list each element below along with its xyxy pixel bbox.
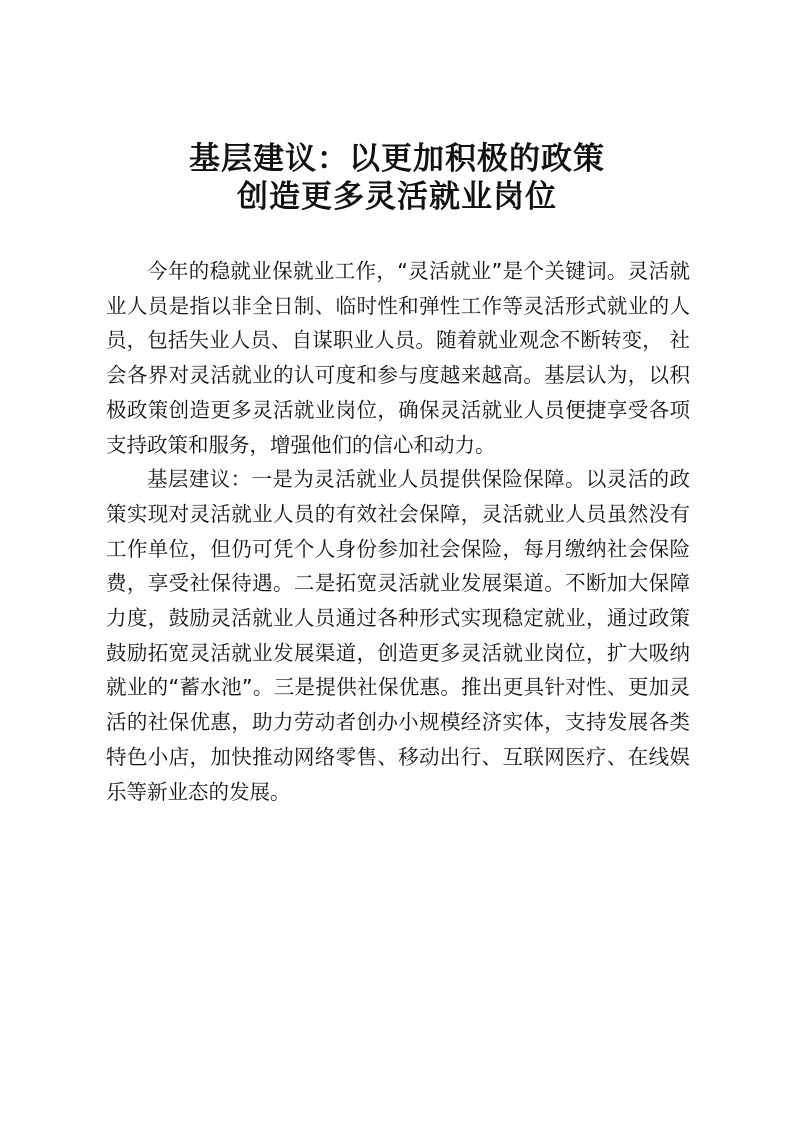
paragraph-2: 基层建议：一是为灵活就业人员提供保险保障。以灵活的政策实现对灵活就业人员的有效社会保障，灵活就业人员虽然没有工作单位，但仍可凭个人身份参加社会保险，每月缴纳社会保险费，享受社保待遇。二是拓宽灵活就业发展渠道。不断加大保障力度，鼓励灵活就业人员通过各种形式实现稳定就业，通过政策鼓励拓宽灵活就业发展渠道，创造更多灵活就业岗位，扩大吸纳就业的“蓄水池”。三是提供社保优惠。推出更具针对性、更加灵活的社保优惠，助力劳动者创办小规模经济实体，支持发展各类特色小店，加快推动网络零售、移动出行、互联网医疗、在线娱乐等新业态的发展。 — [106, 467, 690, 804]
document-title — [0, 140, 794, 216]
paragraph-1: 今年的稳就业保就业工作，“灵活就业”是个关键词。灵活就业人员是指以非全日制、临时性和弹性工作等灵活形式就业的人员，包括失业人员、自谋职业人员。随着就业观念不断转变， 社会各界对灵活就业的认可度和参与度越来越高。基层认为，以积极政策创造更多灵活就业岗位，确保灵活就业人员便捷享受各项支持政策和服务，增强他们的信心和动力。 — [106, 259, 690, 457]
title-line-1: 基层建议：以更加积极的政策 — [189, 141, 605, 177]
title-line-2: 创造更多灵活就业岗位 — [237, 179, 557, 215]
document-body — [106, 254, 690, 809]
